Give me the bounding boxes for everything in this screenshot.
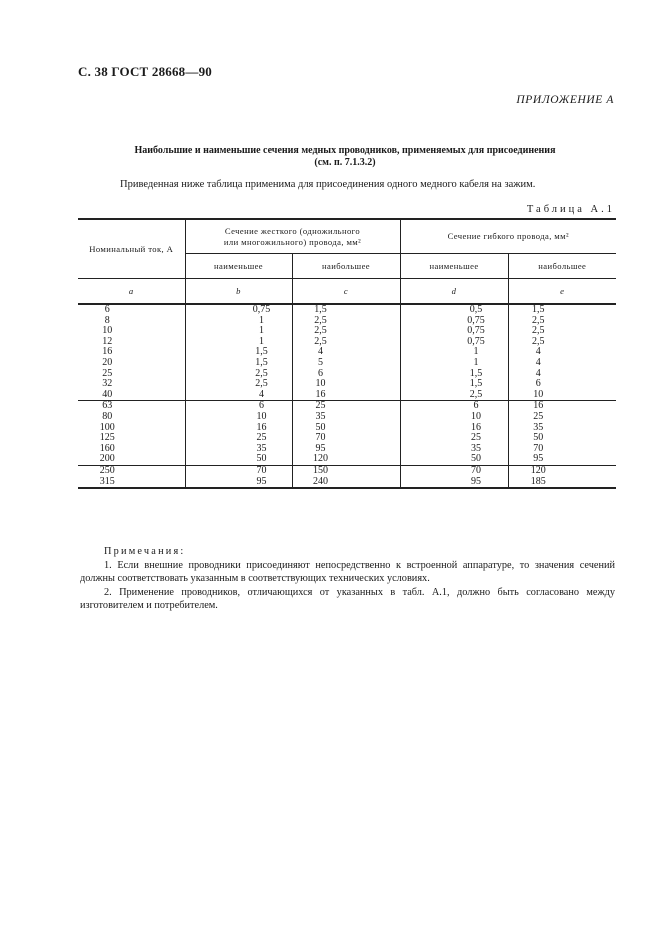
cell-value: 50 [315, 421, 326, 433]
cell-value: 160 [99, 442, 115, 454]
cell-value: 6 [318, 367, 323, 379]
cell-rigid-max [292, 369, 400, 401]
cell-value: 0,5 [469, 304, 483, 315]
cell-rigid-max [292, 337, 400, 369]
column-letter-a: a [78, 279, 185, 305]
cell-flexible-min [400, 369, 508, 401]
cell-value: 4 [259, 388, 264, 400]
cell-nominal-current [78, 337, 185, 369]
cell-value: 125 [99, 432, 115, 444]
cell-value: 1,5 [532, 304, 545, 315]
cell-flexible-max [508, 465, 616, 488]
notes-section [80, 545, 615, 613]
cell-value: 4 [535, 346, 541, 358]
title-line-1: Наибольшие и наименьшие сечения медных проводников, применяемых для присоединения [134, 145, 556, 156]
table-label: Таблица А.1 [526, 204, 615, 215]
cell-value: 25 [533, 410, 544, 422]
header-flexible-min: наименьшее [400, 254, 508, 279]
table-row-group [78, 401, 616, 433]
cell-value: 32 [102, 378, 113, 390]
cell-value: 25 [315, 400, 326, 412]
cell-rigid-min [185, 401, 292, 433]
cell-value: 1,5 [469, 378, 483, 390]
cell-value: 35 [256, 442, 267, 454]
appendix-label: ПРИЛОЖЕНИЕ А [516, 94, 614, 106]
note-1: 1. Если внешние проводники присоединяют непосредственно к встроенной аппаратуре, то значения сечений должны соответствовать указанным в соответствующих технических условиях. [80, 559, 615, 584]
cell-rigid-max [292, 304, 400, 337]
cell-value: 1 [259, 335, 264, 347]
cell-value: 35 [533, 421, 544, 433]
cell-rigid-min [185, 337, 292, 369]
cell-nominal-current [78, 433, 185, 465]
cell-value: 95 [256, 475, 267, 487]
cell-value: 120 [313, 453, 328, 465]
cell-value: 100 [99, 421, 115, 433]
cell-value: 315 [99, 475, 115, 487]
cell-nominal-current [78, 304, 185, 337]
cell-value: 4 [535, 356, 541, 368]
cell-value: 1,5 [255, 356, 268, 368]
cell-value: 0,75 [467, 325, 485, 337]
header-rigid-conductor [185, 219, 400, 254]
cell-flexible-max [508, 304, 616, 337]
cell-value: 25 [102, 367, 113, 379]
intro-paragraph: Приведенная ниже таблица применима для присоединения одного медного кабеля на зажим. [120, 179, 536, 190]
cell-rigid-max [292, 465, 400, 488]
cell-value: 40 [102, 388, 113, 400]
page-header: С. 38 ГОСТ 28668—90 [78, 64, 212, 79]
cell-rigid-min [185, 465, 292, 488]
cell-value: 0,75 [467, 335, 485, 347]
cell-value: 2,5 [532, 325, 545, 337]
cell-value: 16 [256, 421, 267, 433]
cell-rigid-max [292, 433, 400, 465]
cell-flexible-max [508, 337, 616, 369]
cell-rigid-min [185, 304, 292, 337]
cell-value: 2,5 [314, 325, 327, 337]
cell-value: 95 [315, 442, 326, 454]
cell-value: 1 [259, 325, 264, 337]
cell-value: 240 [313, 475, 328, 487]
cell-value: 2,5 [532, 335, 545, 347]
header-flexible-conductor: Сечение гибкого провода, мм² [400, 219, 616, 254]
cell-rigid-min [185, 369, 292, 401]
cell-value: 1 [259, 314, 264, 326]
header-rigid-line-1: Сечение жесткого (одножильного [224, 225, 361, 236]
column-letter-c: c [292, 279, 400, 305]
header-rigid-line-2: или многожильного) провода, мм² [223, 236, 362, 247]
cell-value: 10 [471, 410, 482, 422]
column-letter-b: b [185, 279, 292, 305]
cell-value: 16 [471, 421, 482, 433]
cell-value: 10 [315, 378, 326, 390]
cell-value: 1,5 [469, 367, 483, 379]
cell-flexible-min [400, 465, 508, 488]
cell-value: 16 [315, 388, 326, 400]
cell-value: 2,5 [314, 314, 327, 326]
table-row-group [78, 465, 616, 488]
cell-value: 70 [256, 464, 267, 476]
cell-value: 4 [318, 346, 323, 358]
cell-value: 16 [102, 346, 113, 358]
header-flexible-max: наибольшее [508, 254, 616, 279]
table-row-group [78, 433, 616, 465]
cell-nominal-current [78, 369, 185, 401]
note-2: 2. Применение проводников, отличающихся от указанных в табл. А.1, должно быть согласовано между изготовителем и потребителем. [80, 586, 615, 611]
header-rigid-max: наибольшее [292, 254, 400, 279]
table-row-group [78, 369, 616, 401]
cell-flexible-min [400, 337, 508, 369]
cell-value: 50 [471, 453, 482, 465]
cell-value: 120 [530, 464, 546, 476]
cell-flexible-max [508, 401, 616, 433]
cell-value: 63 [102, 400, 113, 412]
cell-value: 10 [256, 410, 267, 422]
column-letter-d: d [400, 279, 508, 305]
cell-value: 250 [99, 464, 115, 476]
cell-value: 25 [256, 432, 267, 444]
cell-value: 6 [259, 400, 264, 412]
cell-flexible-min [400, 433, 508, 465]
cell-value: 2,5 [255, 367, 268, 379]
header-nominal-current: Номинальный ток, А [78, 219, 185, 279]
cell-value: 10 [533, 388, 544, 400]
cell-value: 8 [104, 314, 110, 326]
cell-rigid-max [292, 401, 400, 433]
cell-value: 5 [318, 356, 323, 368]
cell-value: 25 [471, 432, 482, 444]
document-title [80, 145, 610, 169]
cell-value: 1,5 [314, 304, 327, 315]
cell-value: 70 [315, 432, 326, 444]
cell-value: 12 [102, 335, 113, 347]
cell-value: 95 [533, 453, 544, 465]
cell-value: 70 [471, 464, 482, 476]
cell-nominal-current [78, 401, 185, 433]
cell-flexible-max [508, 369, 616, 401]
header-rigid-min: наименьшее [185, 254, 292, 279]
cell-value: 20 [102, 356, 113, 368]
cell-value: 1,5 [255, 346, 268, 358]
cell-value: 0,75 [467, 314, 485, 326]
cell-value: 95 [471, 475, 482, 487]
title-line-2: (см. п. 7.1.3.2) [314, 157, 376, 168]
cell-value: 10 [102, 325, 113, 337]
column-letter-e: e [508, 279, 616, 305]
cell-value: 16 [533, 400, 544, 412]
cell-flexible-min [400, 401, 508, 433]
cell-value: 1 [473, 356, 479, 368]
cell-flexible-max [508, 433, 616, 465]
cell-value: 6 [535, 378, 541, 390]
cell-nominal-current [78, 465, 185, 488]
cell-value: 2,5 [469, 388, 483, 400]
cell-value: 200 [99, 453, 115, 465]
cell-value: 2,5 [532, 314, 545, 326]
cell-value: 35 [471, 442, 482, 454]
cell-value: 50 [256, 453, 267, 465]
cell-value: 1 [473, 346, 479, 358]
cell-value: 4 [535, 367, 541, 379]
cell-flexible-min [400, 304, 508, 337]
cell-value: 2,5 [255, 378, 268, 390]
cell-value: 6 [473, 400, 479, 412]
cell-value: 2,5 [314, 335, 327, 347]
cell-value: 6 [104, 304, 110, 315]
table-row-group [78, 337, 616, 369]
cell-value: 70 [533, 442, 544, 454]
cell-rigid-min [185, 433, 292, 465]
notes-title: Примечания: [104, 546, 186, 557]
cell-value: 50 [533, 432, 544, 444]
cell-value: 185 [530, 475, 546, 487]
cross-section-table [78, 218, 616, 489]
cell-value: 0,75 [252, 304, 271, 315]
cell-value: 35 [315, 410, 326, 422]
cell-value: 150 [313, 464, 328, 476]
cell-value: 80 [102, 410, 113, 422]
table-row-group [78, 304, 616, 337]
